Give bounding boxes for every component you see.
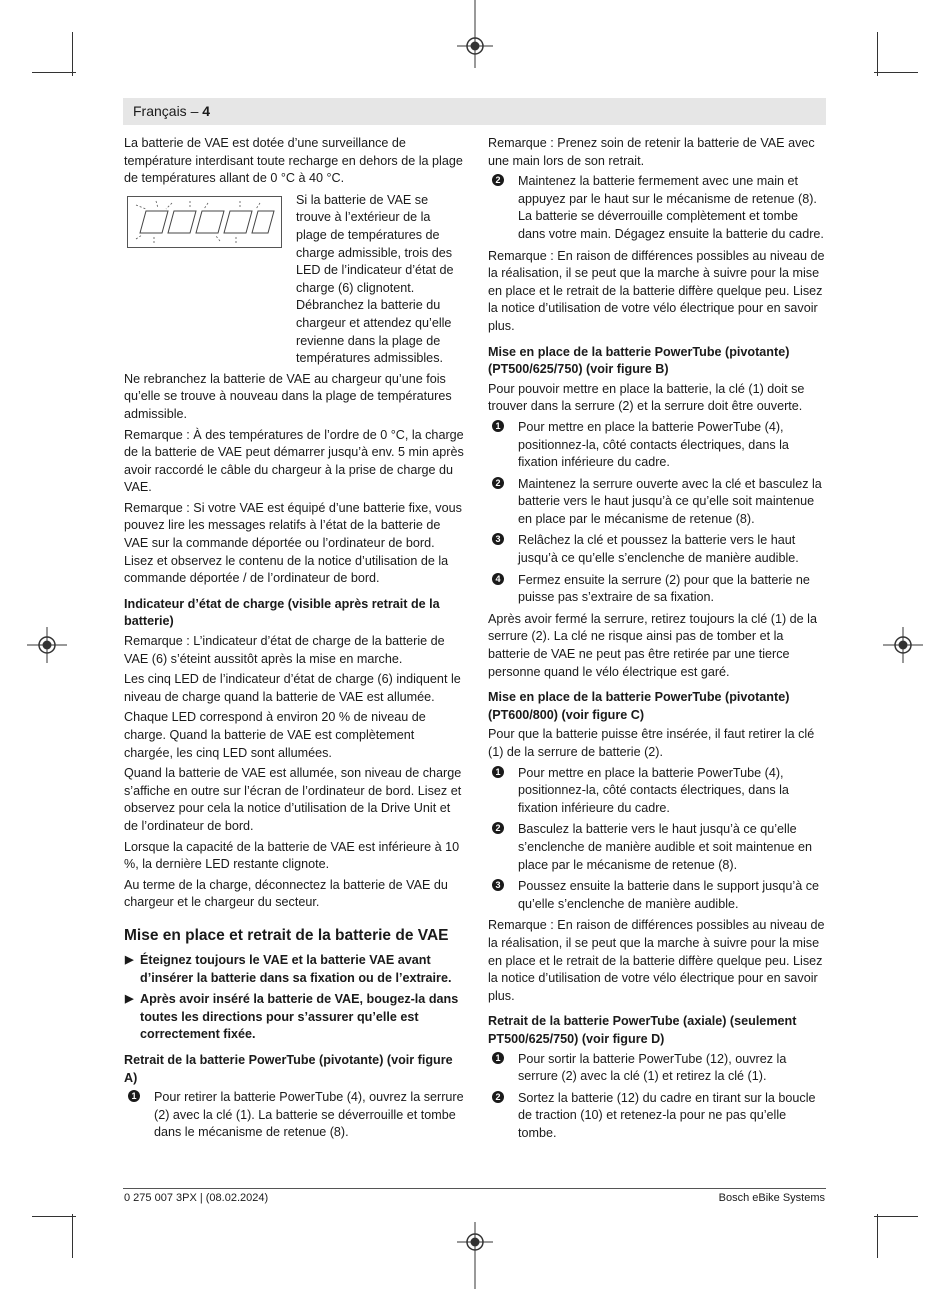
led-text: Si la batterie de VAE se trouve à l’extérieur de la plage de températures de charge admissible, trois des LED de l’indicateur d’état de charge (6) clignotent. Débranchez la batterie du chargeur et attendez qu’elle revienne dans la plage de températures admissibles.: [296, 192, 454, 366]
section-heading: Mise en place de la batterie PowerTube (pivotante) (PT600/800) (voir figure C): [488, 690, 790, 722]
footer-doc-number: 0 275 007 3PX | (08.02.2024): [124, 1192, 269, 1204]
step-text: Pour mettre en place la batterie PowerTube (4), positionnez-la, côté contacts électriques, dans la fixation inférieure du cadre.: [518, 419, 789, 470]
step-text: Basculez la batterie vers le haut jusqu’à ce qu’elle s’enclenche de manière audible et soit maintenue en place par le mécanisme de retenue (8).: [518, 822, 813, 872]
page-number: 4: [202, 103, 211, 119]
page-header: [123, 98, 826, 125]
crop-mark: [72, 1214, 73, 1258]
section-heading: Mise en place de la batterie PowerTube (pivotante) (PT500/625/750) (voir figure B): [488, 344, 790, 377]
registration-mark-right: [883, 625, 923, 665]
step-item: [488, 532, 828, 567]
body-paragraph: Lorsque la capacité de la batterie de VAE est inférieure à 10 %, la dernière LED restante clignote.: [124, 839, 460, 872]
crop-mark: [72, 32, 73, 76]
step-item: [488, 1090, 828, 1143]
remark-paragraph: Remarque : Prenez soin de retenir la batterie de VAE avec une main lors de son retrait.: [488, 136, 815, 168]
registration-mark-left: [27, 625, 67, 665]
section-heading: Retrait de la batterie PowerTube (axiale) (seulement PT500/625/750) (voir figure D): [488, 1014, 797, 1046]
reconnect-paragraph: Ne rebranchez la batterie de VAE au chargeur qu’une fois qu’elle se trouve à nouveau dans la plage de températures admissible.: [124, 371, 452, 421]
bullet-triangle-icon: ▶: [125, 993, 134, 1006]
step-item: [488, 1051, 828, 1086]
step-number: 1: [492, 1052, 504, 1064]
warning-item: [124, 991, 464, 1044]
step-number: 2: [492, 822, 504, 834]
step-text: Pour mettre en place la batterie PowerTube (4), positionnez-la, côté contacts électriques, dans la fixation inférieure du cadre.: [518, 765, 789, 815]
crop-mark: [877, 32, 878, 76]
body-paragraph: Au terme de la charge, déconnectez la batterie de VAE du chargeur et le chargeur du secteur.: [124, 877, 448, 910]
registration-mark-top: [455, 0, 495, 68]
footer-divider: [123, 1188, 826, 1189]
crop-mark: [877, 1214, 878, 1258]
body-paragraph: Quand la batterie de VAE est allumée, son niveau de charge s’affiche en outre sur l’écran de l’ordinateur de bord. Lisez et observez pour cela la notice d’utilisation de la Drive Unit et de l’ordinateur de bord.: [124, 766, 462, 833]
step-item: [488, 821, 828, 874]
step-item: [488, 476, 828, 529]
header-language: Français: [133, 103, 187, 119]
crop-mark: [874, 1216, 918, 1217]
step-number: 1: [128, 1090, 140, 1102]
crop-mark: [32, 1216, 76, 1217]
step-number: 3: [492, 533, 504, 545]
body-paragraph: Les cinq LED de l’indicateur d’état de charge (6) indiquent le niveau de charge quand la batterie de VAE est allumée.: [124, 672, 461, 704]
crop-mark: [874, 72, 918, 73]
warning-text: Après avoir inséré la batterie de VAE, bougez-la dans toutes les directions pour s’assurer qu’elle est correctement fixée.: [140, 992, 459, 1042]
step-text: Sortez la batterie (12) du cadre en tirant sur la boucle de traction (10) et retenez-la pour ne pas qu’elle tombe.: [518, 1090, 816, 1140]
section-heading: Indicateur d’état de charge (visible après retrait de la batterie): [124, 596, 440, 629]
step-number: 1: [492, 766, 504, 778]
step-number: 4: [492, 573, 504, 585]
right-column: [488, 135, 828, 1146]
remark-paragraph: Remarque : En raison de différences possibles au niveau de la réalisation, il se peut que la marche à suivre pour la mise en place et le retrait de la batterie diffère quelque peu. Lisez la notice d’utilisation de votre vélo électrique pour en savoir plus.: [488, 248, 825, 333]
body-paragraph: Chaque LED correspond à environ 20 % de niveau de charge. Quand la batterie de VAE est complètement chargée, les cinq LED sont allumées.: [124, 710, 426, 760]
header-separator: –: [186, 103, 203, 119]
step-item: [124, 1089, 464, 1142]
step-number: 3: [492, 879, 504, 891]
step-number: 2: [492, 477, 504, 489]
step-text: Fermez ensuite la serrure (2) pour que la batterie ne puisse pas s’extraire de sa fixation.: [518, 572, 810, 605]
crop-mark: [32, 72, 76, 73]
step-item: [488, 419, 828, 472]
remark-paragraph: Remarque : L’indicateur d’état de charge de la batterie de VAE (6) s’éteint aussitôt après la mise en marche.: [124, 634, 445, 666]
step-text: Poussez ensuite la batterie dans le support jusqu’à ce qu’elle s’enclenche de manière audible.: [518, 879, 820, 911]
footer-brand: Bosch eBike Systems: [718, 1192, 825, 1204]
step-item: [488, 765, 828, 818]
step-item: [488, 878, 828, 913]
left-column: [124, 135, 464, 1146]
step-text: Pour retirer la batterie PowerTube (4), ouvrez la serrure (2) avec la clé (1). La batterie se déverrouille et tombe dans le mécanisme de retenue (8).: [154, 1090, 464, 1140]
step-text: Maintenez la serrure ouverte avec la clé et basculez la batterie vers le haut jusqu’à ce qu’elle soit maintenue en place par le mécanisme de retenue (8).: [518, 476, 822, 526]
body-paragraph: Pour pouvoir mettre en place la batterie, la clé (1) doit se trouver dans la serrure (2) et la serrure doit être ouverte.: [488, 381, 805, 414]
step-text: Maintenez la batterie fermement avec une main et appuyez par le haut sur le mécanisme de retenue (8). La batterie se déverrouille complètement et tombe dans votre main. Dégagez ensuite la batterie du cadre.: [518, 174, 824, 241]
intro-paragraph: La batterie de VAE est dotée d’une surveillance de température interdisant toute recharge en dehors de la plage de températures allant de 0 °C à 40 °C.: [124, 136, 463, 186]
bullet-triangle-icon: ▶: [125, 953, 134, 966]
body-paragraph: Pour que la batterie puisse être insérée, il faut retirer la clé (1) de la serrure de batterie (2).: [488, 727, 815, 759]
section-heading: Retrait de la batterie PowerTube (pivotante) (voir figure A): [124, 1052, 453, 1085]
remark-paragraph: Remarque : Si votre VAE est équipé d’une batterie fixe, vous pouvez lire les messages relatifs à l’état de la batterie de VAE sur la commande déportée ou l’ordinateur de bord. Lisez et observez le contenu de la notice d’utilisation de la commande déportée / de l’ordinateur de bord.: [124, 500, 462, 586]
chapter-heading: Mise en place et retrait de la batterie de VAE: [124, 926, 449, 944]
warning-text: Éteignez toujours le VAE et la batterie VAE avant d’insérer la batterie dans sa fixation ou de l’extraire.: [140, 952, 452, 985]
step-number: 2: [492, 1091, 504, 1103]
registration-mark-bottom: [455, 1222, 495, 1289]
header-text: [133, 103, 210, 119]
step-text: Relâchez la clé et poussez la batterie vers le haut jusqu’à ce qu’elle s’enclenche de manière audible.: [518, 533, 799, 566]
remark-paragraph: Remarque : En raison de différences possibles au niveau de la réalisation, il se peut que la marche à suivre pour la mise en place et le retrait de la batterie diffère quelque peu. Lisez la notice d’utilisation de votre vélo électrique pour en savoir plus.: [488, 918, 825, 1003]
body-paragraph: Après avoir fermé la serrure, retirez toujours la clé (1) de la serrure (2). La clé ne risque ainsi pas de tomber et la batterie de VAE ne peut pas être retirée par une tierce personne quand le vélo électrique est garé.: [488, 611, 817, 679]
step-number: 2: [492, 174, 504, 186]
remark-paragraph: Remarque : À des températures de l’ordre de 0 °C, la charge de la batterie de VAE peut démarrer jusqu’à env. 5 min après avoir raccordé le câble du chargeur à la prise de charge du VAE.: [124, 427, 464, 495]
step-item: [488, 572, 828, 607]
step-item: [488, 173, 828, 243]
step-text: Pour sortir la batterie PowerTube (12), ouvrez la serrure (2) avec la clé (1) et retirez la clé (1).: [518, 1051, 787, 1084]
warning-item: [124, 952, 464, 987]
step-number: 1: [492, 420, 504, 432]
